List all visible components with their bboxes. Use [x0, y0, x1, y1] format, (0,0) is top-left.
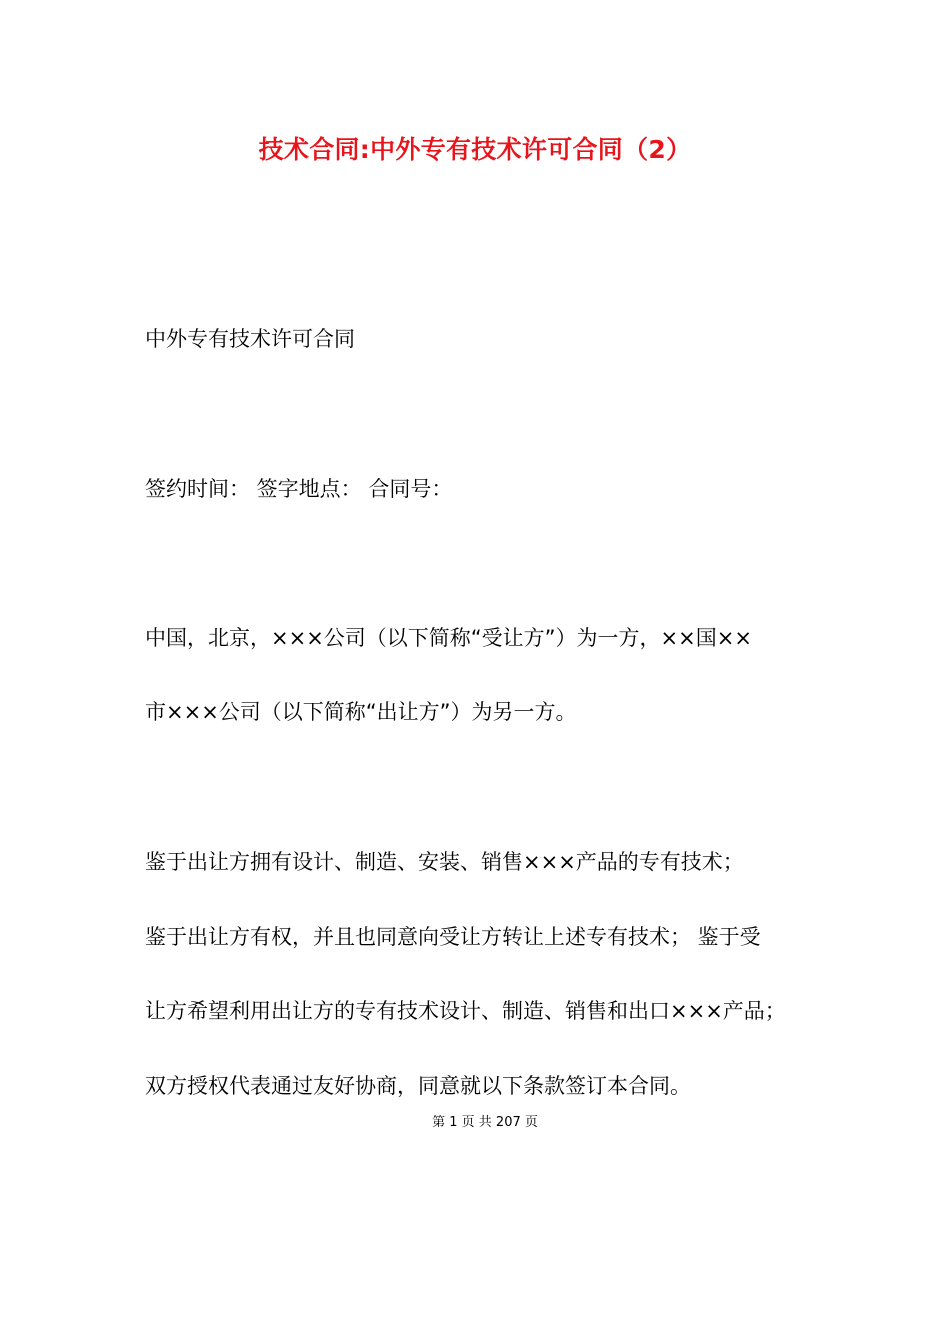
contract-subtitle: 中外专有技术许可合同 — [145, 327, 355, 351]
paragraph-line: 中国，北京，×××公司（以下简称“受让方”）为一方，××国×× — [145, 626, 752, 650]
paragraph-line: 双方授权代表通过友好协商，同意就以下条款签订本合同。 — [145, 1074, 691, 1098]
page-indicator: 第 1 页 共 207 页 — [432, 1115, 538, 1130]
paragraph-line: 让方希望利用出让方的专有技术设计、制造、销售和出口×××产品； — [145, 999, 786, 1023]
signing-info-line: 签约时间： 签字地点： 合同号： — [145, 477, 453, 501]
document-title: 技术合同:中外专有技术许可合同（2） — [258, 135, 692, 164]
paragraph-line: 鉴于出让方有权，并且也同意向受让方转让上述专有技术； 鉴于受 — [145, 925, 761, 949]
paragraph-line: 鉴于出让方拥有设计、制造、安装、销售×××产品的专有技术； — [145, 850, 744, 874]
paragraph-line: 市×××公司（以下简称“出让方”）为另一方。 — [145, 700, 577, 724]
